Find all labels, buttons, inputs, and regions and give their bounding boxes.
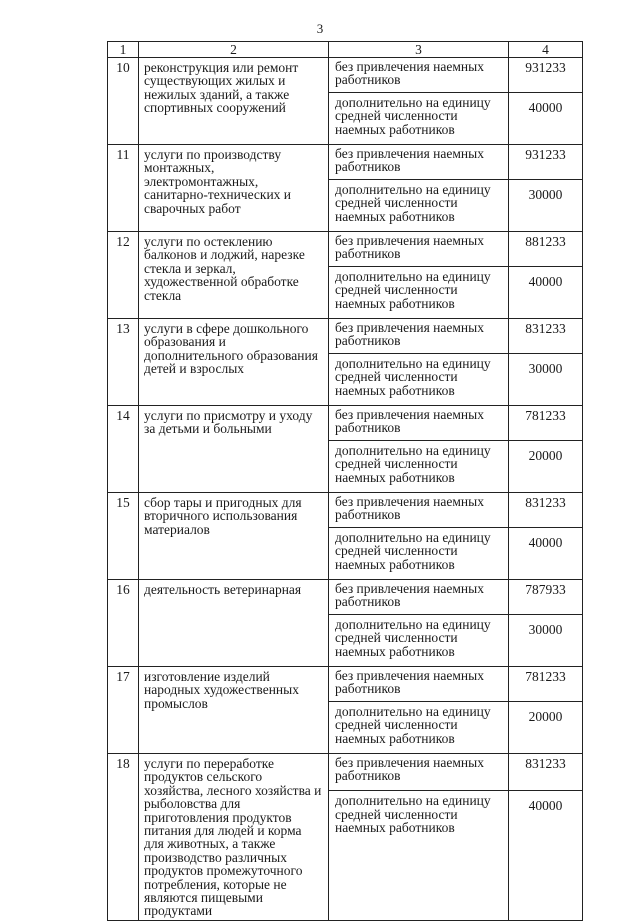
header-cell: 3	[329, 42, 509, 58]
condition-per-employee: дополнительно на единицу средней численности наемных работников	[329, 441, 509, 493]
condition-per-employee: дополнительно на единицу средней численности наемных работников	[329, 528, 509, 580]
row-description: услуги в сфере дошкольного образования и дополнительного образования детей и взрослых	[139, 319, 329, 406]
header-cell: 4	[509, 42, 583, 58]
value-no-employees: 831233	[509, 319, 583, 354]
page-number: 3	[316, 21, 324, 36]
rates-table	[107, 41, 583, 921]
table-row	[108, 232, 583, 267]
row-number: 16	[108, 580, 139, 667]
table-row	[108, 580, 583, 615]
table-row	[108, 667, 583, 702]
value-no-employees: 787933	[509, 580, 583, 615]
condition-no-employees: без привлечения наемных работников	[329, 493, 509, 528]
value-per-employee: 20000	[509, 702, 583, 754]
row-description: реконструкция или ремонт существующих жилых и нежилых зданий, а также спортивных сооружений	[139, 58, 329, 145]
row-number: 14	[108, 406, 139, 493]
value-per-employee: 40000	[509, 93, 583, 145]
condition-no-employees: без привлечения наемных работников	[329, 145, 509, 180]
row-description: деятельность ветеринарная	[139, 580, 329, 667]
row-description: услуги по производству монтажных, электромонтажных, санитарно-технических и сварочных работ	[139, 145, 329, 232]
condition-no-employees: без привлечения наемных работников	[329, 667, 509, 702]
value-no-employees: 831233	[509, 493, 583, 528]
header-cell: 2	[139, 42, 329, 58]
value-per-employee: 30000	[509, 354, 583, 406]
condition-no-employees: без привлечения наемных работников	[329, 406, 509, 441]
value-no-employees: 781233	[509, 406, 583, 441]
table-row	[108, 58, 583, 93]
value-no-employees: 781233	[509, 667, 583, 702]
value-per-employee: 30000	[509, 180, 583, 232]
row-number: 18	[108, 754, 139, 921]
row-number: 11	[108, 145, 139, 232]
row-number: 15	[108, 493, 139, 580]
row-description: услуги по присмотру и уходу за детьми и больными	[139, 406, 329, 493]
condition-per-employee: дополнительно на единицу средней численности наемных работников	[329, 702, 509, 754]
table-row	[108, 493, 583, 528]
condition-per-employee: дополнительно на единицу средней численности наемных работников	[329, 354, 509, 406]
value-no-employees: 931233	[509, 145, 583, 180]
table-row	[108, 319, 583, 354]
row-description: услуги по переработке продуктов сельского хозяйства, лесного хозяйства и рыболовства для приготовления продуктов питания для людей и корма для животных, а также производство различных продуктов промежуточного потребления, которые не являются пищевыми продуктами	[139, 754, 329, 921]
condition-per-employee: дополнительно на единицу средней численности наемных работников	[329, 180, 509, 232]
condition-per-employee: дополнительно на единицу средней численности наемных работников	[329, 93, 509, 145]
value-per-employee: 40000	[509, 528, 583, 580]
value-per-employee: 20000	[509, 441, 583, 493]
value-per-employee: 40000	[509, 267, 583, 319]
condition-no-employees: без привлечения наемных работников	[329, 232, 509, 267]
condition-per-employee: дополнительно на единицу средней численности наемных работников	[329, 267, 509, 319]
condition-per-employee: дополнительно на единицу средней численности наемных работников	[329, 791, 509, 921]
header-cell: 1	[108, 42, 139, 58]
row-number: 13	[108, 319, 139, 406]
row-number: 10	[108, 58, 139, 145]
row-number: 17	[108, 667, 139, 754]
condition-no-employees: без привлечения наемных работников	[329, 580, 509, 615]
row-description: сбор тары и пригодных для вторичного использования материалов	[139, 493, 329, 580]
value-no-employees: 931233	[509, 58, 583, 93]
value-no-employees: 831233	[509, 754, 583, 791]
value-no-employees: 881233	[509, 232, 583, 267]
header-row	[108, 42, 583, 58]
value-per-employee: 40000	[509, 791, 583, 921]
condition-no-employees: без привлечения наемных работников	[329, 58, 509, 93]
row-description: изготовление изделий народных художественных промыслов	[139, 667, 329, 754]
condition-no-employees: без привлечения наемных работников	[329, 754, 509, 791]
table-row	[108, 406, 583, 441]
table-row	[108, 145, 583, 180]
condition-no-employees: без привлечения наемных работников	[329, 319, 509, 354]
value-per-employee: 30000	[509, 615, 583, 667]
row-number: 12	[108, 232, 139, 319]
condition-per-employee: дополнительно на единицу средней численности наемных работников	[329, 615, 509, 667]
row-description: услуги по остеклению балконов и лоджий, нарезке стекла и зеркал, художественной обработке стекла	[139, 232, 329, 319]
table-row	[108, 754, 583, 791]
